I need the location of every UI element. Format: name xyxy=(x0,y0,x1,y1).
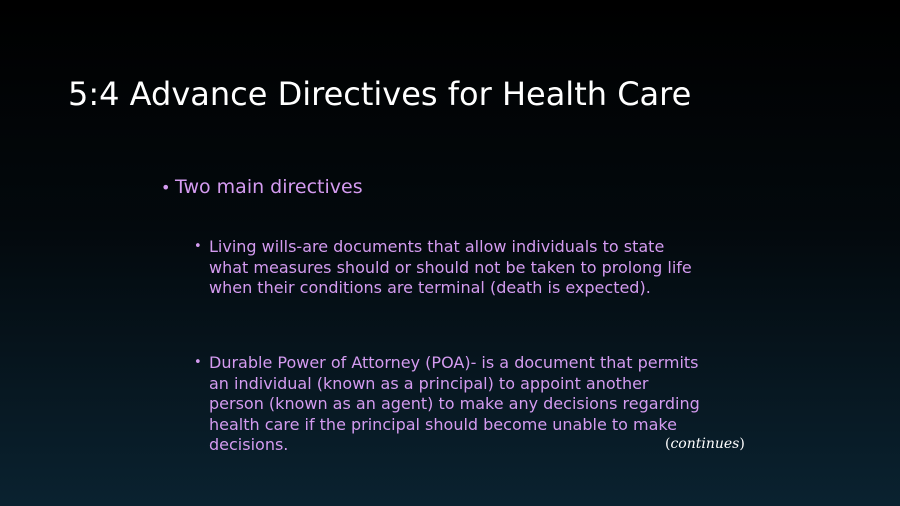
open-paren: ( xyxy=(665,436,671,452)
text-line: decisions. xyxy=(209,435,289,454)
sub-bullet-text xyxy=(194,237,754,299)
main-bullet-text: Two main directives xyxy=(175,176,363,198)
text-line: health care if the principal should become unable to make xyxy=(209,414,677,434)
bullet-icon: • xyxy=(161,178,171,197)
sub-bullet-living-wills xyxy=(194,237,754,299)
slide-title: 5:4 Advance Directives for Health Care xyxy=(68,75,692,113)
text-line: an individual (known as a principal) to appoint another xyxy=(209,373,649,393)
text-line: person (known as an agent) to make any decisions regarding xyxy=(209,394,700,413)
text-line: when their conditions are terminal (death is expected). xyxy=(209,278,651,297)
continues-note xyxy=(665,435,745,453)
bullet-icon: • xyxy=(194,355,202,370)
main-bullet-point xyxy=(161,174,363,201)
text-line: Durable Power of Attorney (POA)- is a document that permits xyxy=(209,353,699,372)
continues-word: continues xyxy=(670,436,740,452)
text-line: what measures should or should not be taken to prolong life xyxy=(209,257,692,277)
bullet-icon: • xyxy=(194,239,202,254)
close-paren: ) xyxy=(739,436,745,452)
text-line: Living wills-are documents that allow individuals to state xyxy=(209,237,665,256)
